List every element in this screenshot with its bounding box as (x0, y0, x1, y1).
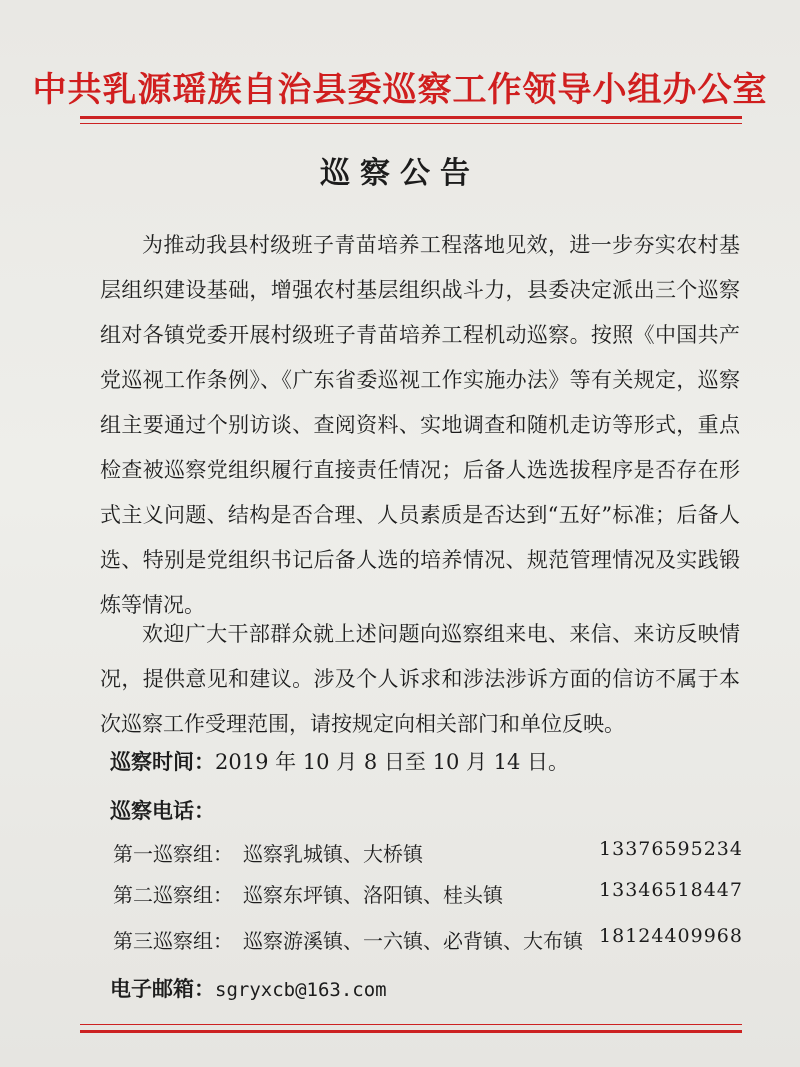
group-name: 第二巡察组： (113, 883, 233, 907)
group-towns: 巡察东坪镇、洛阳镇、桂头镇 (243, 883, 503, 907)
inspection-phone-heading (110, 795, 215, 825)
group-name: 第三巡察组： (113, 929, 233, 953)
body-paragraph-1: 为推动我县村级班子青苗培养工程落地见效，进一步夯实农村基层组织建设基础，增强农村基层组织战斗力，县委决定派出三个巡察组对各镇党委开展村级班子青苗培养工程机动巡察。按照《中国共产党巡视工作条例》、《广东省委巡视工作实施办法》等有关规定，巡察组主要通过个别访谈、查阅资料、实地调查和随机走访等形式，重点检查被巡察党组织履行直接责任情况；后备人选选拔程序是否存在形式主义问题、结构是否合理、人员素质是否达到“五好”标准；后备人选、特别是党组织书记后备人选的培养情况、规范管理情况及实践锻炼等情况。 (100, 233, 740, 617)
group-towns: 巡察游溪镇、一六镇、必背镇、大布镇 (243, 929, 583, 953)
header-divider-thick (80, 116, 742, 119)
body-paragraph-2: 欢迎广大干部群众就上述问题向巡察组来电、来信、来访反映情况，提供意见和建议。涉及个人诉求和涉法涉诉方面的信访不属于本次巡察工作受理范围，请按规定向相关部门和单位反映。 (100, 622, 740, 736)
group-phone: 18124409968 (599, 925, 743, 947)
contact-email (110, 973, 387, 1003)
inspection-time-value: 2019 年 10 月 8 日至 10 月 14 日。 (215, 750, 570, 774)
inspection-time-label: 巡察时间： (110, 750, 215, 774)
issuer-header: 中共乳源瑶族自治县委巡察工作领导小组办公室 (32, 70, 768, 110)
group-towns: 巡察乳城镇、大桥镇 (243, 842, 423, 866)
footer-divider-thin (80, 1024, 742, 1025)
group-phone: 13376595234 (599, 838, 743, 860)
inspection-group-row (113, 925, 743, 955)
inspection-time (110, 746, 569, 776)
footer-divider-thick (80, 1030, 742, 1033)
inspection-group-row (113, 879, 743, 909)
header-divider-thin (80, 123, 742, 124)
group-name: 第一巡察组： (113, 842, 233, 866)
document-title: 巡察公告 (320, 156, 480, 191)
inspection-phone-label: 巡察电话： (110, 799, 215, 823)
inspection-group-row (113, 838, 743, 868)
group-phone: 13346518447 (599, 879, 743, 901)
email-value: sgryxcb@163.com (215, 979, 387, 1001)
email-label: 电子邮箱： (110, 977, 215, 1001)
